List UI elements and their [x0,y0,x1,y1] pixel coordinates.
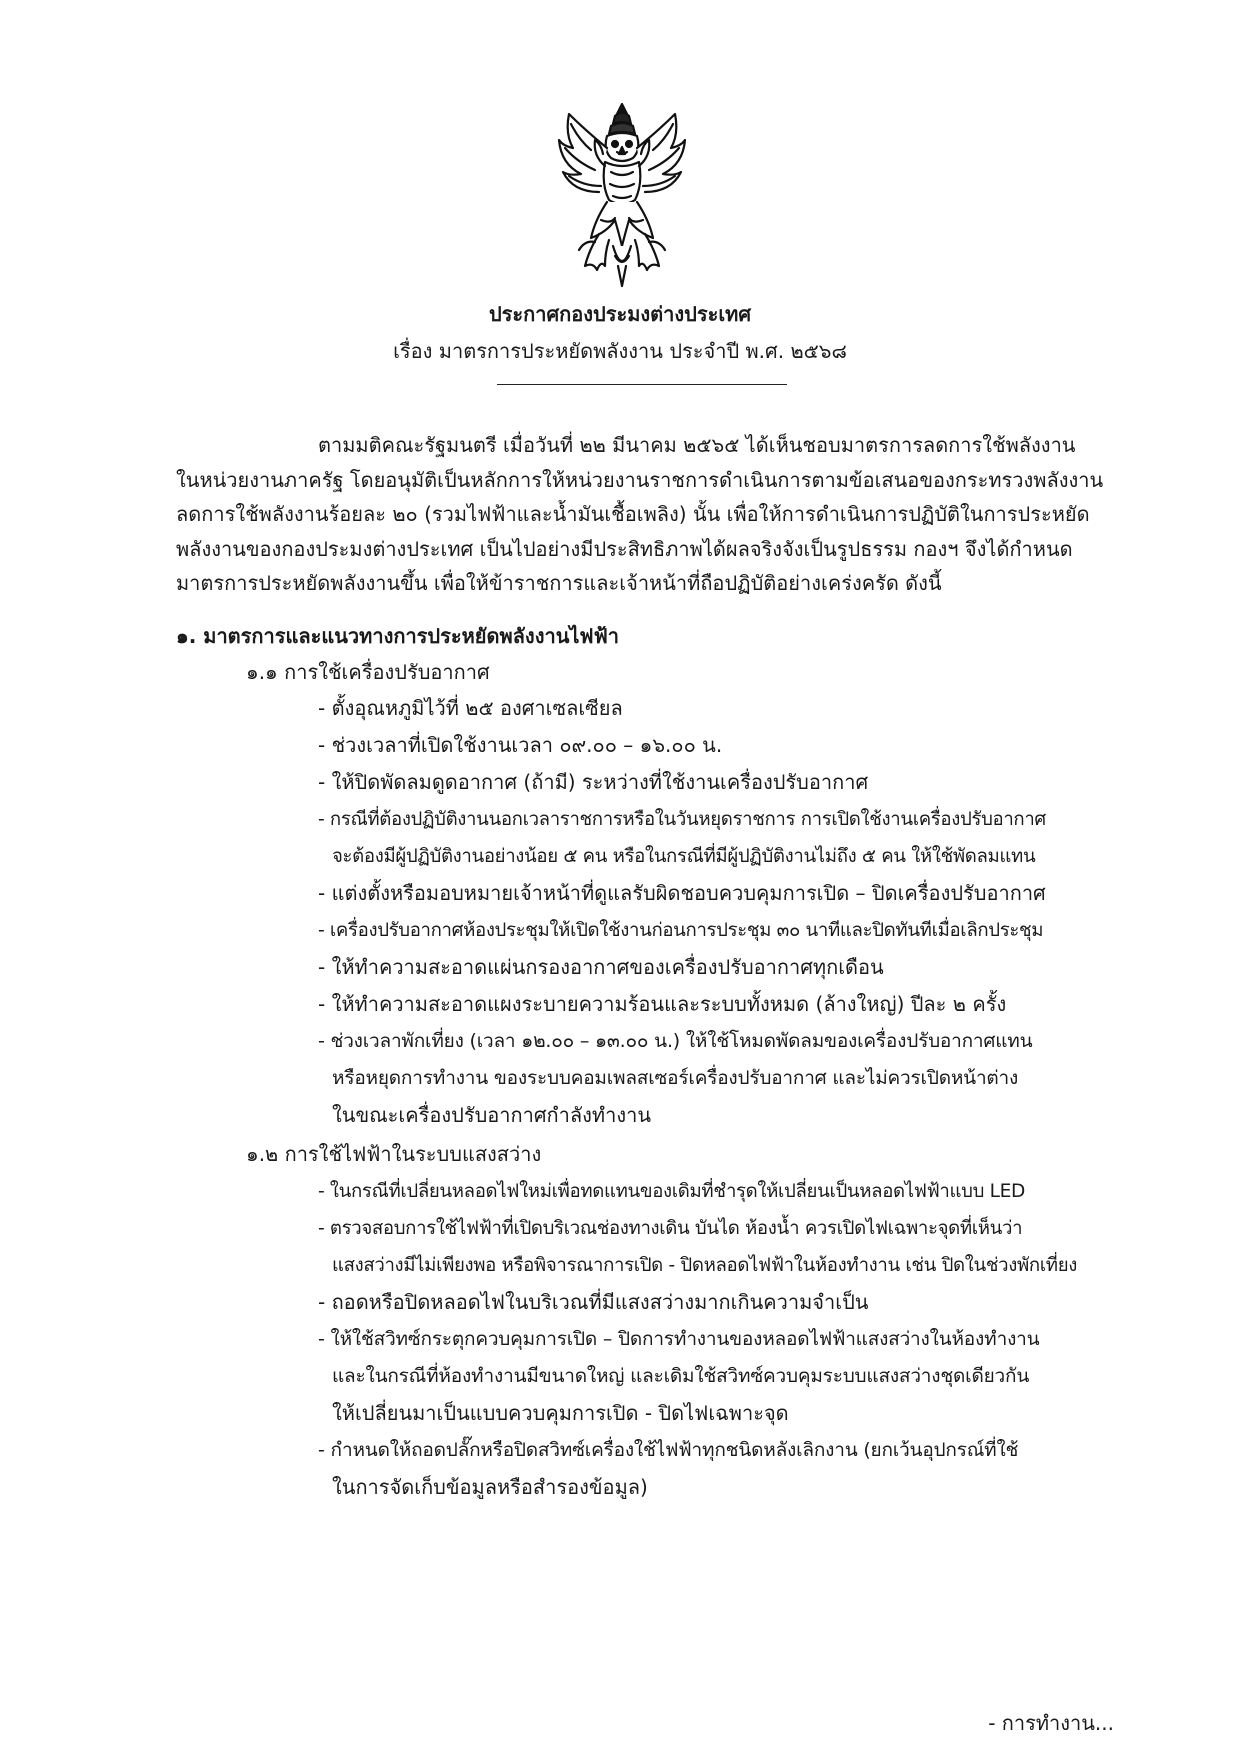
list-item-line: - ตั้งอุณหภูมิไว้ที่ ๒๕ องศาเซลเซียล [318,696,623,720]
subsection-1-1-heading: ๑.๑ การใช้เครื่องปรับอากาศ [246,660,490,684]
subsection-1-2-heading: ๑.๒ การใช้ไฟฟ้าในระบบแสงสว่าง [246,1142,542,1166]
list-item-line: จะต้องมีผู้ปฏิบัติงานอย่างน้อย ๕ คน หรือในกรณีที่มีผู้ปฏิบัติงานไม่ถึง ๕ คน ให้ใช้พัดลมแทน [332,846,1036,867]
list-item-line: - ในกรณีที่เปลี่ยนหลอดไฟใหม่เพื่อทดแทนของเดิมที่ชำรุดให้เปลี่ยนเป็นหลอดไฟฟ้าแบบ LED [318,1181,1025,1202]
list-item [318,1173,1128,1210]
intro-line: ตามมติคณะรัฐมนตรี เมื่อวันที่ ๒๒ มีนาคม ๒๕๖๕ ได้เห็นชอบมาตรการลดการใช้พลังงาน [318,433,1076,457]
list-item [318,986,1128,1023]
announcement-subject: เรื่อง มาตรการประหยัดพลังงาน ประจำปี พ.ศ. ๒๕๖๘ [393,339,847,363]
list-item-line: และในกรณีที่ห้องทำงานมีขนาดใหญ่ และเดิมใช้สวิทซ์ควบคุมระบบแสงสว่างชุดเดียวกัน [332,1365,1030,1387]
list-item-line: - แต่งตั้งหรือมอบหมายเจ้าหน้าที่ดูแลรับผิดชอบควบคุมการเปิด – ปิดเครื่องปรับอากาศ [318,881,1046,905]
list-item [318,949,1128,986]
list-item [318,1432,1128,1506]
list-item [318,912,1128,949]
list-item-line: - ให้ใช้สวิทซ์กระตุกควบคุมการเปิด – ปิดการทำงานของหลอดไฟฟ้าแสงสว่างในห้องทำงาน [318,1328,1040,1350]
list-item-line: - เครื่องปรับอากาศห้องประชุมให้เปิดใช้งานก่อนการประชุม ๓๐ นาทีและปิดทันทีเมื่อเลิกประชุม [318,920,1044,941]
announcement-title: ประกาศกองประมงต่างประเทศ [488,302,752,326]
list-item-line: หรือหยุดการทำงาน ของระบบคอมเพลสเซอร์เครื่องปรับอากาศ และไม่ควรเปิดหน้าต่าง [332,1067,1019,1089]
subsection-1-1-list [318,690,1128,1134]
intro-line: ลดการใช้พลังงานร้อยละ ๒๐ (รวมไฟฟ้าและน้ำมันเชื้อเพลิง) นั้น เพื่อให้การดำเนินการปฏิบัติในการประหยัด [176,502,1090,526]
list-item [318,1321,1128,1432]
list-item-line: - ให้ปิดพัดลมดูดอากาศ (ถ้ามี) ระหว่างที่ใช้งานเครื่องปรับอากาศ [318,770,869,794]
list-item [318,764,1128,801]
intro-line: พลังงานของกองประมงต่างประเทศ เป็นไปอย่างมีประสิทธิภาพได้ผลจริงจังเป็นรูปธรรม กองฯ จึงได้กำหนด [176,536,1073,561]
list-item-line: - ถอดหรือปิดหลอดไฟในบริเวณที่มีแสงสว่างมากเกินความจำเป็น [318,1290,869,1314]
continued-on-next-page: - การทำงาน... [988,1711,1114,1735]
list-item [318,690,1128,727]
section-1-heading: ๑. มาตรการและแนวทางการประหยัดพลังงานไฟฟ้า [176,624,619,648]
list-item-line: ในการจัดเก็บข้อมูลหรือสำรองข้อมูล) [332,1475,648,1499]
subsection-1-2-list [318,1173,1128,1506]
list-item-line: - ให้ทำความสะอาดแผ่นกรองอากาศของเครื่องปรับอากาศทุกเดือน [318,955,884,979]
list-item [318,875,1128,912]
list-item [318,1210,1128,1284]
list-item-line: - ช่วงเวลาพักเที่ยง (เวลา ๑๒.๐๐ – ๑๓.๐๐ น.) ให้ใช้โหมดพัดลมของเครื่องปรับอากาศแทน [318,1030,1033,1052]
list-item-line: - กำหนดให้ถอดปลั๊กหรือปิดสวิทซ์เครื่องใช้ไฟฟ้าทุกชนิดหลังเลิกงาน (ยกเว้นอุปกรณ์ที่ใช้ [318,1439,1019,1461]
list-item [318,727,1128,764]
list-item [318,1284,1128,1321]
list-item-line: แสงสว่างมีไม่เพียงพอ หรือพิจารณาการเปิด - ปิดหลอดไฟฟ้าในห้องทำงาน เช่น ปิดในช่วงพักเที่ยง [332,1255,1077,1276]
intro-line: ในหน่วยงานภาครัฐ โดยอนุมัติเป็นหลักการให้หน่วยงานราชการดำเนินการตามข้อเสนอของกระทรวงพลังงาน [176,467,1104,492]
list-item-line: ให้เปลี่ยนมาเป็นแบบควบคุมการเปิด - ปิดไฟเฉพาะจุด [332,1401,789,1425]
list-item [318,1023,1128,1134]
list-item-line: ในขณะเครื่องปรับอากาศกำลังทำงาน [332,1103,651,1127]
intro-paragraph [176,428,1128,601]
list-item-line: - ช่วงเวลาที่เปิดใช้งานเวลา ๐๙.๐๐ – ๑๖.๐๐ น. [318,733,723,757]
title-divider [497,384,787,385]
list-item [318,801,1128,875]
list-item-line: - ให้ทำความสะอาดแผงระบายความร้อนและระบบทั้งหมด (ล้างใหญ่) ปีละ ๒ ครั้ง [318,992,1007,1016]
garuda-emblem-icon [555,100,690,290]
list-item-line: - ตรวจสอบการใช้ไฟฟ้าที่เปิดบริเวณช่องทางเดิน บันได ห้องน้ำ ควรเปิดไฟเฉพาะจุดที่เห็นว่า [318,1218,1023,1239]
list-item-line: - กรณีที่ต้องปฏิบัติงานนอกเวลาราชการหรือในวันหยุดราชการ การเปิดใช้งานเครื่องปรับอากาศ [318,809,1046,830]
intro-line: มาตรการประหยัดพลังงานขึ้น เพื่อให้ข้าราชการและเจ้าหน้าที่ถือปฏิบัติอย่างเคร่งครัด ดังนี้ [176,571,942,595]
